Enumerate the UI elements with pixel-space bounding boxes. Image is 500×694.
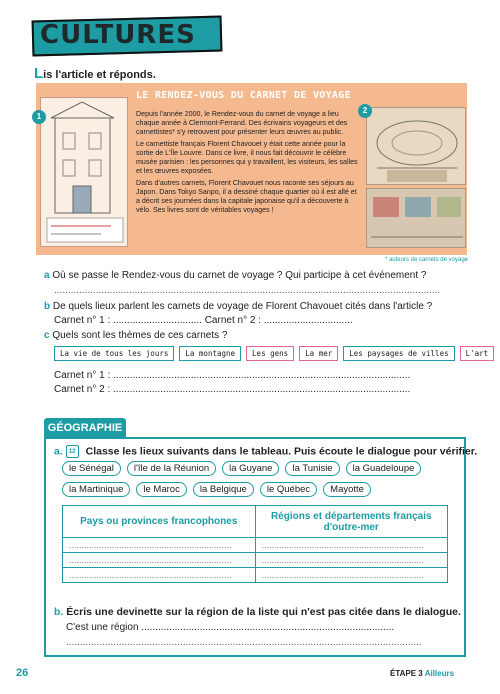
instruction-initial: L: [34, 65, 44, 82]
table-header-row: [63, 506, 448, 538]
geo-b-text: Écris une devinette sur la région de la liste qui n'est pas citée dans le dialogue.: [66, 606, 461, 618]
table-header-francophone: Pays ou provinces francophones: [63, 506, 256, 538]
article-body: [136, 110, 360, 218]
places-row-1: [62, 461, 452, 476]
geo-a-label: a.: [54, 445, 63, 458]
theme-chip[interactable]: Les paysages de villes: [343, 346, 454, 361]
article-footnote: * auteurs de carnets de voyage: [384, 257, 468, 263]
image-number-2: 2: [358, 104, 372, 118]
question-b-text: De quels lieux parlent les carnets de voyage de Florent Chavouet cités dans l'article ?: [52, 301, 433, 312]
theme-chip[interactable]: Les gens: [246, 346, 294, 361]
question-a-text: Où se passe le Rendez-vous du carnet de voyage ? Qui participe à cet événement ?: [52, 270, 427, 281]
illustration-gallery: [366, 188, 466, 248]
question-c-text: Quels sont les thèmes de ces carnets ?: [52, 330, 228, 341]
theme-chip[interactable]: La vie de tous les jours: [54, 346, 174, 361]
places-row-2: [62, 482, 452, 497]
question-c: [44, 330, 227, 341]
table-cell[interactable]: .................................................................: [255, 553, 448, 568]
table-row: [63, 553, 448, 568]
classification-table: [62, 505, 448, 583]
question-a: [44, 270, 426, 281]
building-sketch-icon: [41, 98, 129, 248]
answer-line-a[interactable]: ...........................................................................................................................................: [54, 285, 441, 296]
article-title: LE RENDEZ-VOUS DU CARNET DE VOYAGE: [136, 90, 351, 101]
table-cell[interactable]: .................................................................: [63, 568, 256, 583]
audio-track-icon[interactable]: 12: [66, 445, 79, 458]
theme-chips: [54, 346, 494, 361]
footer-etape-label: ÉTAPE 3: [390, 669, 423, 678]
page-number: 26: [16, 667, 29, 679]
section-title: CULTURES: [40, 20, 196, 50]
place-chip[interactable]: le Maroc: [136, 482, 186, 497]
table-cell[interactable]: .................................................................: [255, 568, 448, 583]
illustration-museum: [366, 107, 466, 185]
table-cell[interactable]: .................................................................: [255, 538, 448, 553]
article-paragraph-2: Le carnettiste français Florent Chavouet y était cette année pour la sortie de L'Île Louvre. Dans ce livre, il nous fait découvrir le célèbre musée parisien : les personnes qui y travaillent, les visiteurs, les salles et les œuvres exposées.: [136, 140, 358, 175]
footer-unit-title: Ailleurs: [424, 669, 455, 678]
theme-chip[interactable]: L'art: [460, 346, 495, 361]
geography-tab: GÉOGRAPHIE: [44, 418, 126, 438]
table-row: [63, 568, 448, 583]
answer-line-c1[interactable]: Carnet n° 1 : ...........................................................................................................: [54, 370, 411, 381]
place-chip[interactable]: le Québec: [260, 482, 317, 497]
table-cell[interactable]: .................................................................: [63, 538, 256, 553]
image-number-1: 1: [32, 110, 46, 124]
place-chip[interactable]: la Martinique: [62, 482, 130, 497]
answer-line-geo-b1[interactable]: C'est une région ...........................................................................................: [66, 622, 395, 633]
gallery-sketch-icon: [367, 189, 467, 249]
table-row: [63, 538, 448, 553]
question-c-label: c: [44, 330, 50, 341]
geo-a-text: Classe les lieux suivants dans le tableau. Puis écoute le dialogue pour vérifier.: [85, 445, 478, 458]
geo-b-label: b.: [54, 606, 64, 618]
answer-line-geo-b2[interactable]: ................................................................................................................................: [66, 637, 422, 648]
table-header-outre-mer: Régions et départements français d'outre-mer: [255, 506, 448, 538]
geography-instruction-a: [54, 445, 477, 458]
place-chip[interactable]: la Guadeloupe: [346, 461, 422, 476]
place-chip[interactable]: la Tunisie: [285, 461, 339, 476]
place-chip[interactable]: Mayotte: [323, 482, 371, 497]
article-paragraph-3: Dans d'autres carnets, Florent Chavouet nous raconte ses séjours au Japon. Dans Tokyo Sanpo, il a dessiné chaque quartier où il est allé et a décrit ses journées dans la capitale japonaise qu'il a découverte à vélo. Ses livres sont de véritables voyages !: [136, 179, 357, 214]
table-cell[interactable]: .................................................................: [63, 553, 256, 568]
question-b-label: b: [44, 301, 51, 312]
instruction: [34, 65, 156, 82]
place-chip[interactable]: la Guyane: [222, 461, 279, 476]
answer-line-b[interactable]: Carnet n° 1 : ................................ Carnet n° 2 : ................................: [54, 315, 353, 326]
place-chip[interactable]: l'île de la Réunion: [127, 461, 216, 476]
museum-sketch-icon: [367, 108, 467, 186]
theme-chip[interactable]: La montagne: [179, 346, 241, 361]
theme-chip[interactable]: La mer: [299, 346, 338, 361]
footer-unit: [390, 669, 454, 678]
instruction-text: is l'article et réponds.: [43, 69, 156, 81]
place-chip[interactable]: le Sénégal: [62, 461, 121, 476]
question-b: [44, 301, 432, 312]
answer-line-c2[interactable]: Carnet n° 2 : ...........................................................................................................: [54, 384, 411, 395]
illustration-building: [40, 97, 128, 247]
place-chip[interactable]: la Belgique: [193, 482, 254, 497]
article-paragraph-1: Depuis l'année 2000, le Rendez-vous du carnet de voyage a lieu chaque année à Clermont-Ferrand. Des écrivains voyageurs et des carnettistes* s'y retrouvent pour présenter leurs œuvres au public.: [136, 110, 348, 136]
geography-instruction-b: [54, 606, 461, 618]
question-a-label: a: [44, 270, 50, 281]
